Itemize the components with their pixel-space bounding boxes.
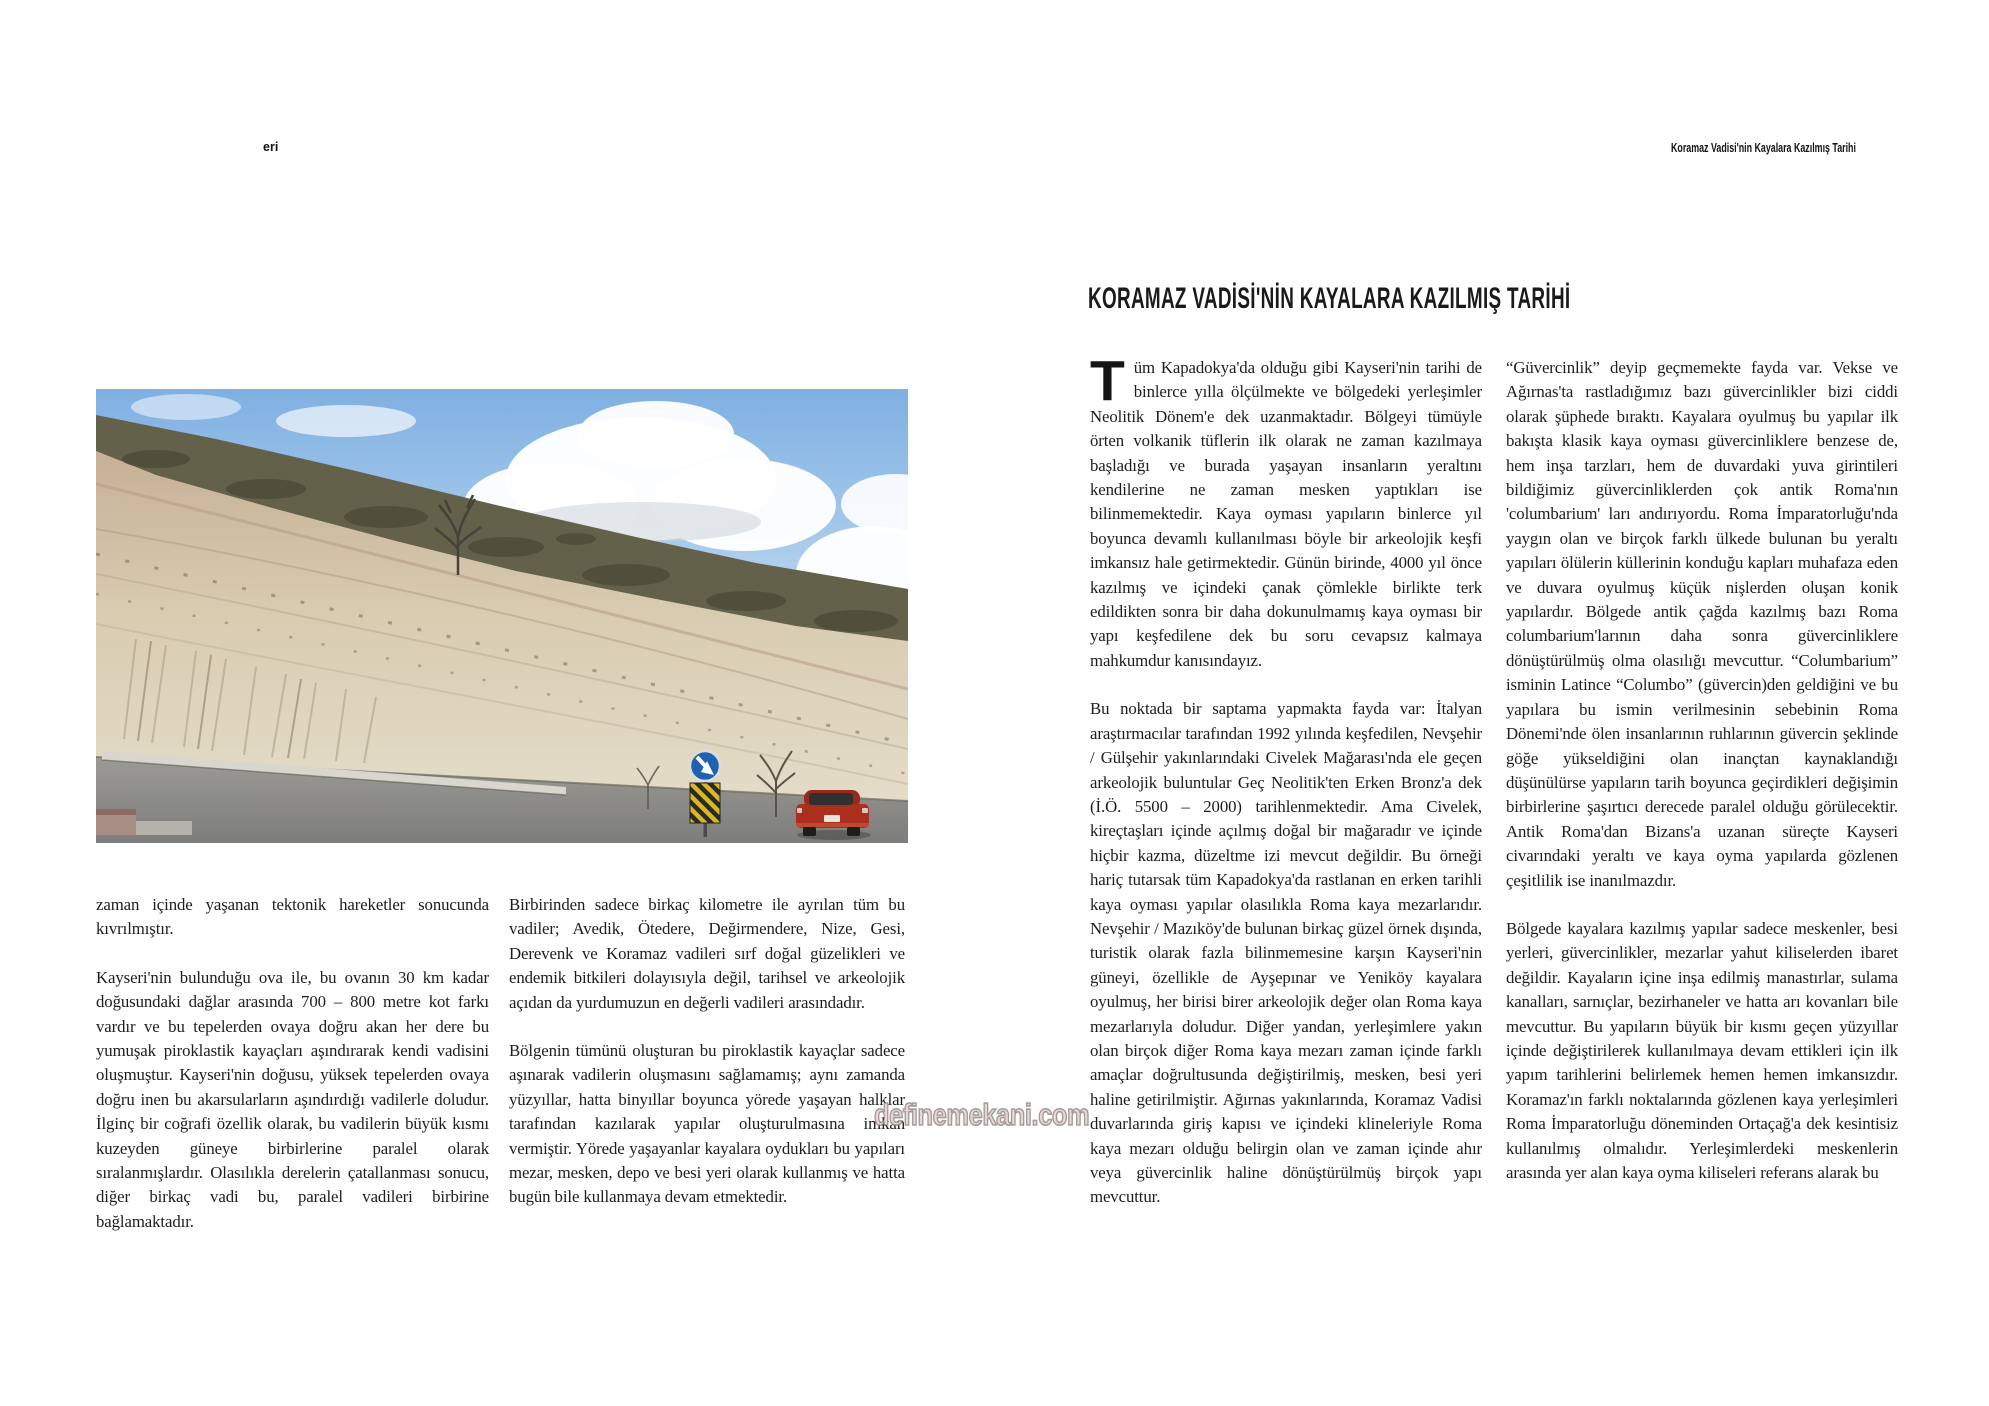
car-taillight-right [862,808,868,813]
car-bumper [796,823,869,827]
paragraph: Bu noktada bir saptama yapmakta fayda var: İtalyan araştırmacılar tarafından 1992 yılında keşfedilen, Nevşehir / Gülşehir yakınlarındaki Civelek Mağarası'nda ele geçen arkeolojik buluntular Geç Neolitik'ten Erken Bronz'a dek (İ.Ö. 5500 – 2000) tarihlenmektedir. Ama Civelek, kireçtaşları içinde açılmış doğal bir mağaradır ve içinde hiçbir kazma, düzeltme izi mevcut değildir. Bu örneği hariç tutarsak tüm Kapadokya'da rastlanan en erken tarihli kaya oyması yapılar olasılıkla Roma kaya mezarlarıdır. Nevşehir / Mazıköy'de bulunan birkaç güzel örnek dışında, turistik olarak fazla bilinmemesine karşın Kayseri'nin güneyi, özellikle de Ayşepınar ve Yeniköy kayalara oyulmuş, her birisi birer arkeolojik değer olan Roma kaya mezarlarıyla doludur. Diğer yandan, yerleşimlere yakın olan birçok diğer Roma kaya mezarı zaman içinde farklı amaçlar doğrultusunda değiştirilmiş, mesken, besi yeri haline getirilmiştir. Ağırnas yakınlarında, Koramaz Vadisi duvarlarında giriş kapısı ve içindeki klineleriyle Roma kaya mezarı olduğu belirgin olan ve zaman içinde ahır veya güvercinlik haline dönüştürülmüş birçok yapı mevcuttur. [1090,699,1482,1207]
paragraph: Bölgede kayalara kazılmış yapılar sadece meskenler, besi yerleri, güvercinlikler, mezarlar yahut kiliselerden ibaret değildir. Kayaların içine inşa edilmiş manastırlar, sulama kanalları, sarnıçlar, bezirhaneler ve hatta arı kovanları bile mevcuttur. Bu yapıların büyük bir kısmı geçen yüzyıllar içinde değiştirilerek kullanılmaya devam ettikleri için ilk yapım tarihlerini belirlemek hemen hemen imkansızdır. Koramaz'ın farklı noktalarında gözlenen kaya yerleşimleri Roma İmparatorluğu döneminden Ortaçağ'a dek kesintisiz kullanılmış olmalıdır. Yerleşimlerdeki meskenlerin arasında yer alan kaya oyma kiliseleri referans alarak bu [1506,918,1898,1182]
paragraph: Kayseri'nin bulunduğu ova ile, bu ovanın 30 km kadar doğusundaki dağlar arasında 700 – 800 metre kot farkı vardır ve bu tepelerden ovaya doğru akan her dere bu yumuşak piroklastik kayaçları aşındırarak kendi vadisini oluşmuştur. Kayseri'nin doğusu, yüksek tepelerden ovaya doğru inen bu akarsularların aşındırdığı vadilerle doludur. İlginç bir coğrafi özellik olarak, bu vadilerin büyük kısmı kuzeyden güneye birbirlerine paralel olarak sıralanmışlardır. Olasılıkla derelerin çatallanması sonucu, diğer birkaç vadi bu, paralel vadileri birbirine bağlamaktadır. [96,967,489,1231]
car-taillight-left [797,808,802,813]
dropcap-letter: T [1090,349,1125,413]
watermark: definemekani.com [874,1097,1090,1132]
car-wheel-left [803,827,816,836]
car [796,790,871,840]
paragraph: “Güvercinlik” deyip geçmemekte fayda var. Vekse ve Ağırnas'ta rastladığımız bazı güvercinlikler bizi ciddi olarak şüphede bıraktı. Kayalara oyulmuş bu yapılar ilk bakışta klasik kaya oyması güvercinliklere benzese de, hem inşa tarzları, hem de duvardaki yuva girintileri bildiğimiz güvercinliklerden çok antik Roma'nın 'columbarium' ları andırıyordu. Roma İmparatorluğu'nda yaygın olan ve birçok farklı ülkede bulunan bu yeraltı yapıları ölülerin küllerinin konduğu kapları muhafaza eden ve duvara oyulmuş küçük nişlerden oluşan konik yapılardır. Bölgede antik çağda kazılmış bazı Roma columbarium'larının daha sonra güvercinliklere dönüştürülmüş olma olasılığı mevcuttur. “Columbarium” isminin Latince “Columbo” (güvercin)den geldiğini ve bu yapılara bu ismin verilmesinin sebebinin Roma Dönemi'nde ölen insanlarının ruhlarının güvercin şeklinde göğe yükseldiğini olan inançtan kaynaklandığı düşünülürse yapıların tarih boyunca geçirdikleri değişimin birbirlerine şaşırtıcı derecede paralel olduğu görülecektir. Antik Roma'dan Bizans'a uzanan süreçte Kayseri civarındaki yeraltı ve kaya oyma yapılarda gözlenen çeşitlilik ise inanılmazdır. [1506,358,1898,890]
paragraph: Bölgenin tümünü oluşturan bu piroklastik kayaçlar sadece aşınarak vadilerin oluşmasını sağlamamış; aynı zamanda yüzyıllar, hatta binyıllar boyunca yörede yaşayan halklar tarafından kazılarak yapılar oluşturulmasına imkan vermiştir. Yörede yaşayanlar kayalara oydukları bu yapıları mezar, mesken, depo ve besi yeri olarak kullanmış ve hatta bugün bile kullanmaya devam etmektedir. [509,1041,905,1207]
paragraph: zaman içinde yaşanan tektonik hareketler sonucunda kıvrılmıştır. [96,895,489,939]
left-page-column-2 [509,893,905,1234]
right-page-column-2 [1506,356,1898,1209]
article-title: KORAMAZ VADİSİ'NİN KAYALARA KAZILMIŞ TARİHİ [1088,282,1571,315]
right-page-column-1 [1090,349,1482,1234]
paragraph-text: üm Kapadokya'da olduğu gibi Kayseri'nin tarihi de binlerce yılla ölçülmekte ve bölgedeki yerleşimler Neolitik Dönem'e dek uzanmaktadır. Bölgeyi tümüyle örten volkanik tüflerin ilk olarak ne zaman kazılmaya başladığı ve burada yaşayan insanların yeraltını kendilerine ne zaman mesken yaptıkları ise bilinmemektedir. Kaya oyması yapıların binlerce yıl boyunca devamlı kullanılması böyle bir arkeolojik keşfi imkansız hale getirmektedir. Günün birinde, 4000 yıl önce kazılmış ve içindeki çanak çömlekle birlikte terk edildikten sonra bir daha dokunulmamış kaya oyması bir yapı keşfedilene dek bu soru cevapsız kalmaya mahkumdur kanısındayız. [1090,358,1482,670]
paragraph: Birbirinden sadece birkaç kilometre ile ayrılan tüm bu vadiler; Avedik, Ötedere, Değirmendere, Nize, Gesi, Derevenk ve Koramaz vadileri sırf doğal güzelikleri ve endemik bitkileri dolayısıyla değil, tarihsel ve arkeolojik açıdan da yurdumuzun en değerli vadileri arasındadır. [509,895,905,1012]
paragraph-with-dropcap [1090,349,1482,673]
running-header-left: eri [263,140,279,154]
running-header-right: Koramaz Vadisi'nin Kayalara Kazılmış Tarihi [1671,141,1856,155]
car-rear-window [809,793,853,805]
photo-koramaz-valley [96,389,908,843]
left-page-column-1 [96,893,489,1258]
car-wheel-right [847,827,860,836]
car-plate [824,815,840,822]
hazard-board [690,783,720,823]
